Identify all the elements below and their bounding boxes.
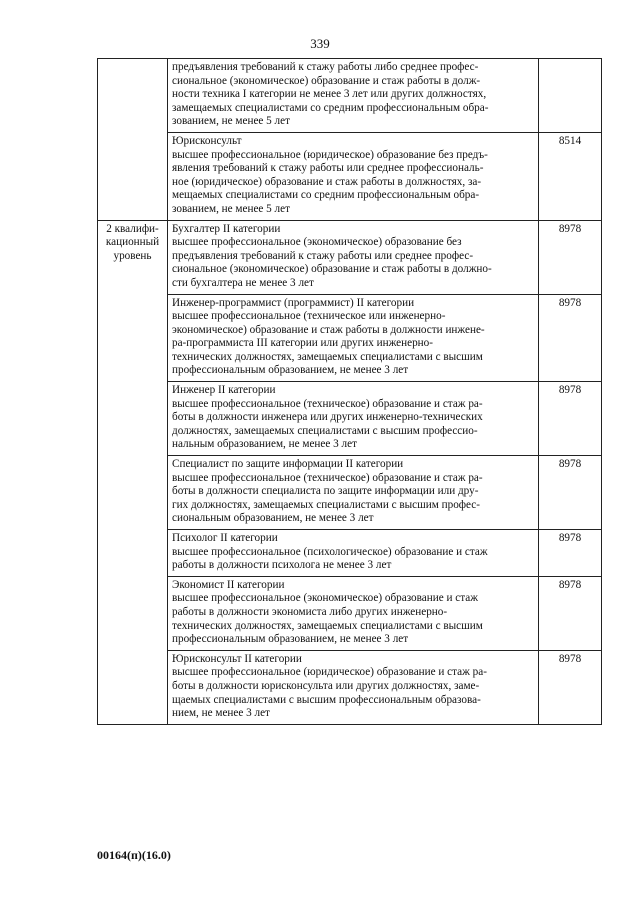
requirement-text: технических должностях, замещаемых специалистами с высшим — [172, 350, 483, 363]
requirement-text: замещаемых специалистами со средним профессиональным обра- — [172, 101, 489, 114]
requirement-text: работы в должности экономиста либо других инженерно- — [172, 605, 448, 618]
position-description-cell — [168, 382, 539, 456]
requirement-text: сиональным образованием, не менее 3 лет — [172, 512, 374, 525]
table-row — [98, 220, 602, 294]
qualification-level-text: 2 квалифи- — [106, 222, 159, 235]
requirement-text: предъявления требований к стажу работы либо среднее профес- — [172, 61, 479, 73]
table-row — [98, 294, 602, 382]
requirement-text: ра-программиста III категории или других инженерно- — [172, 337, 433, 350]
salary-code-cell: 8514 — [539, 132, 602, 220]
requirement-text: мещаемых специалистами со средним профессиональным обра- — [172, 189, 480, 202]
salary-code-cell: 8978 — [539, 382, 602, 456]
requirement-text: нальным образованием, не менее 3 лет — [172, 438, 357, 451]
table-row — [98, 650, 602, 724]
requirement-text: предъявления требований к стажу работы или среднее профес- — [172, 249, 474, 262]
salary-code-cell: 8978 — [539, 294, 602, 382]
requirement-text: профессиональным образованием, не менее 3 лет — [172, 364, 409, 377]
requirement-text: сиональное (экономическое) образование и стаж работы в должно- — [172, 263, 492, 276]
qualification-level-text: кационный — [105, 236, 160, 249]
salary-code-cell: 8978 — [539, 576, 602, 650]
requirement-text: высшее профессиональное (техническое) образование и стаж ра- — [172, 397, 483, 410]
requirement-text: высшее профессиональное (юридическое) образование и стаж ра- — [172, 666, 487, 679]
position-description-cell — [168, 576, 539, 650]
qualification-level-cell — [98, 220, 168, 724]
position-title: Инженер II категории — [172, 384, 276, 397]
position-title: Бухгалтер II категории — [172, 222, 281, 235]
table-row — [98, 576, 602, 650]
requirement-text: работы в должности психолога не менее 3 лет — [172, 559, 392, 572]
requirement-text: высшее профессиональное (техническое) образование и стаж ра- — [172, 471, 483, 484]
qualification-level-cell — [98, 59, 168, 221]
requirement-text: технических должностях, замещаемых специалистами с высшим — [172, 619, 483, 632]
position-description-cell — [168, 294, 539, 382]
table-row — [98, 59, 602, 133]
qualification-level-text: уровень — [113, 249, 152, 262]
requirement-text: высшее профессиональное (экономическое) образование и стаж — [172, 592, 478, 605]
requirement-text: профессиональным образованием, не менее 3 лет — [172, 633, 409, 646]
position-description-cell — [168, 220, 539, 294]
position-title: Психолог II категории — [172, 532, 278, 544]
requirement-text: экономическое) образование и стаж работы в должности инжене- — [172, 323, 485, 336]
position-title: Юрисконсульт II категории — [172, 652, 302, 665]
requirement-text: высшее профессиональное (экономическое) образование без — [172, 236, 462, 249]
requirement-text: сти бухгалтера не менее 3 лет — [172, 276, 314, 289]
table-row — [98, 456, 602, 530]
requirement-text: боты в должности инженера или других инженерно-технических — [172, 411, 483, 424]
salary-code-cell: 8978 — [539, 220, 602, 294]
position-description-cell — [168, 456, 539, 530]
requirement-text: боты в должности специалиста по защите информации или дру- — [172, 485, 479, 498]
requirement-text: нием, не менее 3 лет — [172, 707, 270, 720]
requirement-text: боты в должности юрисконсульта или других должностях, заме- — [172, 679, 480, 692]
table-row — [98, 530, 602, 577]
requirement-text: зованием, не менее 5 лет — [172, 202, 290, 215]
salary-code-cell — [539, 59, 602, 133]
requirement-text: высшее профессиональное (психологическое) образование и стаж — [172, 545, 488, 558]
requirement-text: сиональное (экономическое) образование и стаж работы в долж- — [172, 74, 481, 87]
requirement-text: должностях, замещаемых специалистами с высшим профессио- — [172, 424, 478, 437]
requirement-text: высшее профессиональное (юридическое) образование без предъ- — [172, 148, 488, 161]
qualification-table — [97, 58, 602, 725]
position-title: Юрисконсульт — [172, 134, 242, 147]
requirement-text: ности техника I категории не менее 3 лет или других должностях, — [172, 88, 487, 101]
requirement-text: щаемых специалистами с высшим профессиональным образова- — [172, 693, 481, 706]
position-description-cell — [168, 530, 539, 577]
requirement-text: явления требований к стажу работы или среднее профессиональ- — [172, 162, 484, 175]
page-number: 339 — [310, 36, 330, 51]
position-description-cell — [168, 59, 539, 133]
salary-code-cell: 8978 — [539, 530, 602, 577]
position-description-cell — [168, 132, 539, 220]
position-title: Специалист по защите информации II категории — [172, 458, 404, 471]
requirement-text: высшее профессиональное (техническое или инженерно- — [172, 310, 446, 323]
requirement-text: зованием, не менее 5 лет — [172, 115, 290, 128]
salary-code-cell: 8978 — [539, 456, 602, 530]
table-row — [98, 382, 602, 456]
salary-code-cell: 8978 — [539, 650, 602, 724]
requirement-text: ное (юридическое) образование и стаж работы в должностях, за- — [172, 175, 482, 188]
position-description-cell — [168, 650, 539, 724]
document-code-footer: 00164(п)(16.0) — [97, 848, 171, 862]
position-title: Инженер-программист (программист) II категории — [172, 296, 415, 309]
table-row — [98, 132, 602, 220]
position-title: Экономист II категории — [172, 578, 285, 591]
requirement-text: гих должностях, замещаемых специалистами с высшим профес- — [172, 498, 480, 511]
